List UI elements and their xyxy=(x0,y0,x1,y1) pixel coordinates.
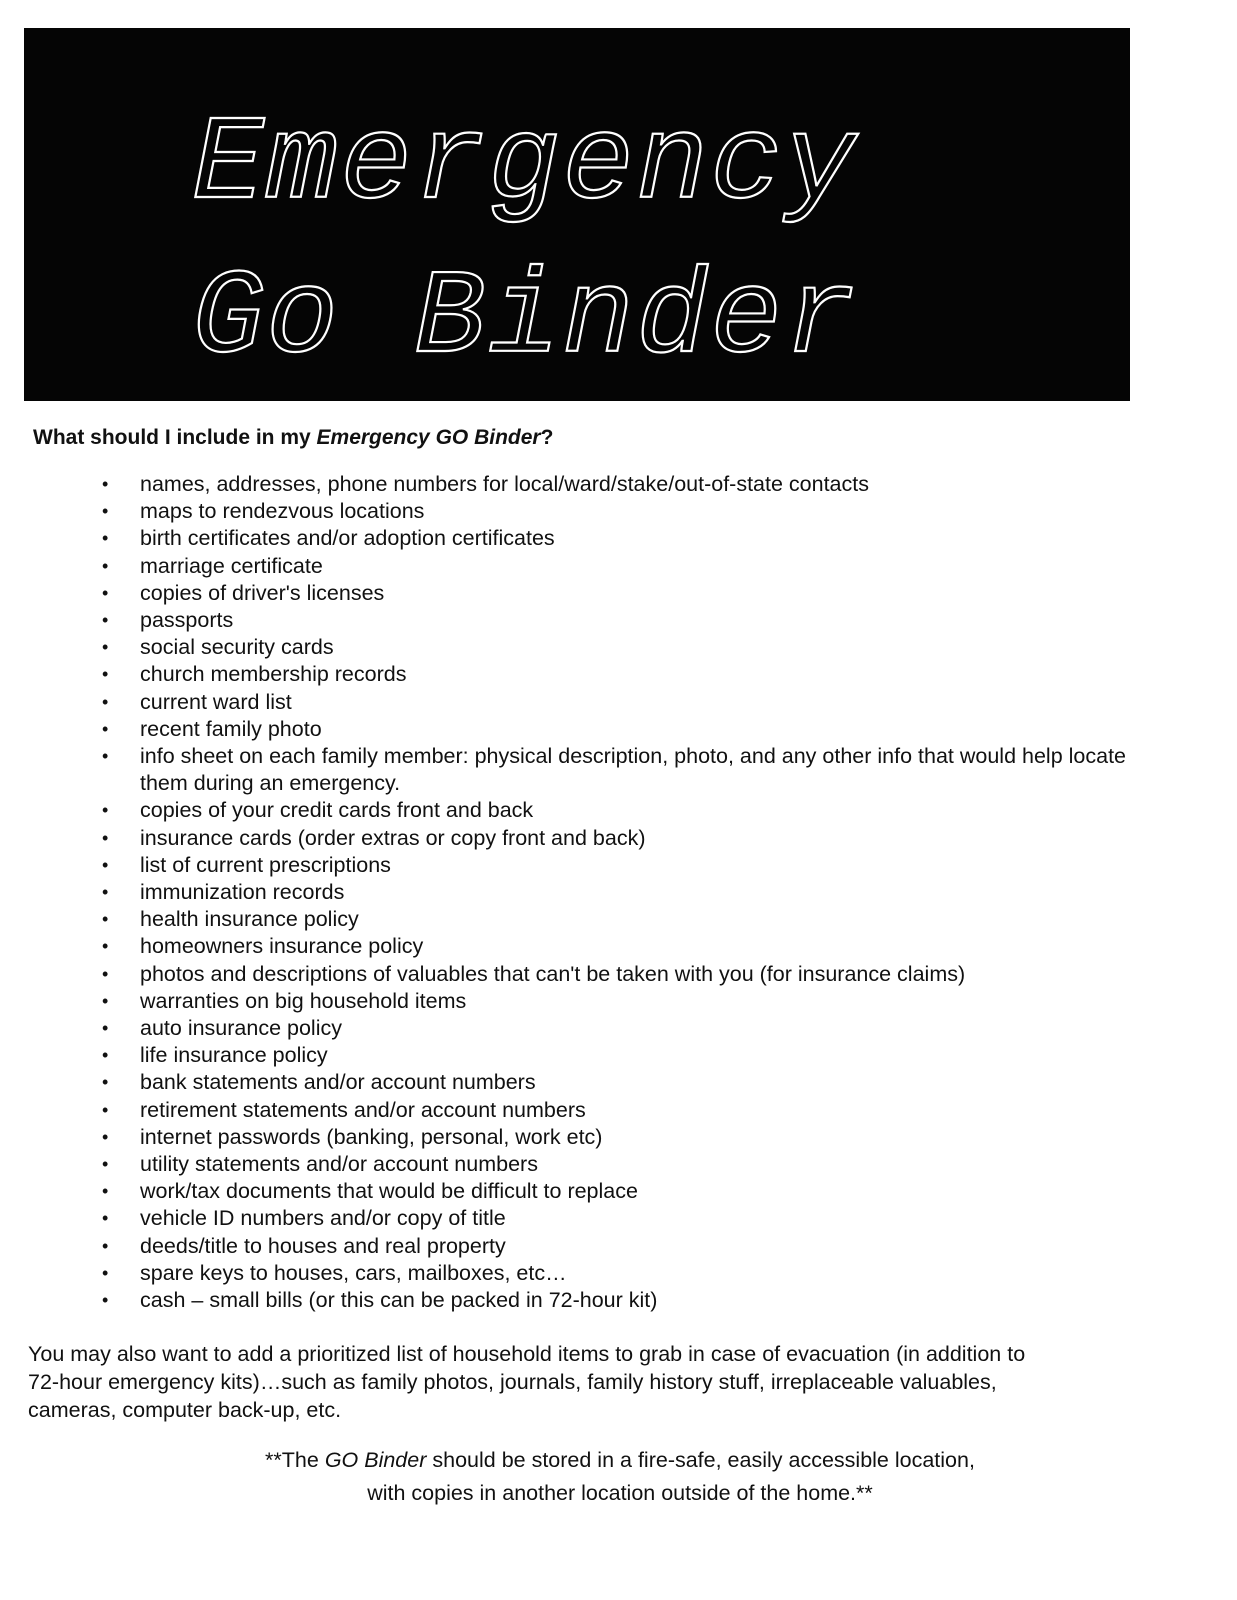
bullet-icon: • xyxy=(102,1126,109,1147)
checklist-item-text: list of current prescriptions xyxy=(140,852,391,877)
checklist-item xyxy=(100,1205,1130,1232)
bullet-icon: • xyxy=(102,1154,109,1175)
bullet-icon: • xyxy=(102,882,109,903)
bullet-icon: • xyxy=(102,827,109,848)
bullet-icon: • xyxy=(102,936,109,957)
checklist-item-text: utility statements and/or account numbers xyxy=(140,1152,538,1177)
bullet-icon: • xyxy=(102,637,109,658)
checklist-item xyxy=(100,498,1130,525)
bullet-icon: • xyxy=(102,610,109,631)
checklist-item-text: vehicle ID numbers and/or copy of title xyxy=(140,1206,506,1231)
bullet-icon: • xyxy=(102,1072,109,1093)
checklist-item xyxy=(100,988,1130,1015)
question-prefix: What should I include in my xyxy=(33,426,317,449)
checklist-item-text: work/tax documents that would be difficult to replace xyxy=(140,1179,638,1204)
checklist-item xyxy=(100,471,1130,498)
checklist-item-text: cash – small bills (or this can be packed in 72-hour kit) xyxy=(140,1288,658,1313)
bullet-icon: • xyxy=(102,1045,109,1066)
checklist-item xyxy=(100,716,1130,743)
checklist-item-text: deeds/title to houses and real property xyxy=(140,1233,506,1258)
checklist-item xyxy=(100,1287,1130,1314)
bullet-icon: • xyxy=(102,909,109,930)
checklist-item-text: retirement statements and/or account numbers xyxy=(140,1097,586,1122)
checklist-item xyxy=(100,607,1130,634)
checklist-item-text: copies of your credit cards front and back xyxy=(140,798,534,823)
checklist-item xyxy=(100,553,1130,580)
checklist-item xyxy=(100,933,1130,960)
bullet-icon: • xyxy=(102,664,109,685)
checklist-item xyxy=(100,743,1130,797)
checklist-item-text: info sheet on each family member: physical description, photo, and any other info that would help locate them during an emergency. xyxy=(140,744,1126,796)
checklist-item-text: copies of driver's licenses xyxy=(140,580,385,605)
question-emphasis: Emergency GO Binder xyxy=(316,426,541,449)
title-line-2: Go Binder xyxy=(192,252,859,388)
bullet-icon: • xyxy=(102,800,109,821)
checklist-item xyxy=(100,1124,1130,1151)
checklist-item-text: immunization records xyxy=(140,880,345,905)
storage-note xyxy=(100,1444,1140,1510)
bullet-icon: • xyxy=(102,582,109,603)
note-paragraph: You may also want to add a prioritized list of household items to grab in case of evacuation (in addition to 72-hour emergency kits)…such as family photos, journals, family history stuff, irreplaceable valuables, cameras, computer back-up, etc. xyxy=(28,1342,1026,1422)
bullet-icon: • xyxy=(102,718,109,739)
bullet-icon: • xyxy=(102,555,109,576)
bullet-icon: • xyxy=(102,1018,109,1039)
checklist-item-text: recent family photo xyxy=(140,716,322,741)
storage-note-emphasis: GO Binder xyxy=(324,1448,427,1472)
checklist-item-text: birth certificates and/or adoption certificates xyxy=(140,526,555,551)
bullet-icon: • xyxy=(102,1235,109,1256)
checklist-item-text: warranties on big household items xyxy=(140,988,467,1013)
storage-note-prefix: **The xyxy=(265,1448,325,1472)
checklist-item-text: social security cards xyxy=(140,635,334,660)
bullet-icon: • xyxy=(102,501,109,522)
checklist-item-text: passports xyxy=(140,608,234,633)
checklist-item-text: bank statements and/or account numbers xyxy=(140,1070,536,1095)
checklist-item-text: homeowners insurance policy xyxy=(140,934,424,959)
section-question xyxy=(33,426,553,450)
checklist-item xyxy=(100,689,1130,716)
checklist-item xyxy=(100,580,1130,607)
bullet-icon: • xyxy=(102,746,109,767)
bullet-icon: • xyxy=(102,1181,109,1202)
checklist-item xyxy=(100,1233,1130,1260)
checklist-item xyxy=(100,1097,1130,1124)
checklist-item-text: spare keys to houses, cars, mailboxes, etc… xyxy=(140,1260,567,1285)
checklist-item xyxy=(100,1151,1130,1178)
checklist-item-text: current ward list xyxy=(140,689,292,714)
checklist-item xyxy=(100,879,1130,906)
storage-note-line-1: should be stored in a fire-safe, easily accessible location, xyxy=(426,1448,975,1472)
checklist-item xyxy=(100,825,1130,852)
checklist-item-text: maps to rendezvous locations xyxy=(140,499,425,524)
checklist-item xyxy=(100,1069,1130,1096)
checklist-item-text: insurance cards (order extras or copy front and back) xyxy=(140,825,646,850)
checklist-item xyxy=(100,661,1130,688)
storage-note-line-2: with copies in another location outside of the home.** xyxy=(367,1481,873,1505)
checklist-item xyxy=(100,525,1130,552)
checklist-item-text: auto insurance policy xyxy=(140,1016,342,1041)
checklist-item xyxy=(100,906,1130,933)
checklist-item xyxy=(100,1015,1130,1042)
bullet-icon: • xyxy=(102,963,109,984)
checklist-item xyxy=(100,961,1130,988)
title-line-1: Emergency xyxy=(192,98,859,234)
checklist-item-text: marriage certificate xyxy=(140,553,323,578)
bullet-icon: • xyxy=(102,1290,109,1311)
bullet-icon: • xyxy=(102,528,109,549)
checklist-item-text: life insurance policy xyxy=(140,1043,328,1068)
bullet-icon: • xyxy=(102,691,109,712)
checklist-item-text: names, addresses, phone numbers for local/ward/stake/out-of-state contacts xyxy=(140,472,869,496)
checklist-item xyxy=(100,797,1130,824)
bullet-icon: • xyxy=(102,1262,109,1283)
checklist-item xyxy=(100,852,1130,879)
bullet-icon: • xyxy=(102,854,109,875)
checklist-item xyxy=(100,1260,1130,1287)
checklist-item-text: photos and descriptions of valuables that can't be taken with you (for insurance claims) xyxy=(140,961,966,986)
bullet-icon: • xyxy=(102,990,109,1011)
bullet-icon: • xyxy=(102,1099,109,1120)
checklist xyxy=(100,471,1130,1314)
checklist-item xyxy=(100,1178,1130,1205)
checklist-item-text: internet passwords (banking, personal, work etc) xyxy=(140,1124,603,1149)
checklist-item-text: health insurance policy xyxy=(140,907,359,932)
checklist-item xyxy=(100,1042,1130,1069)
checklist-item-text: church membership records xyxy=(140,662,407,687)
checklist-item xyxy=(100,634,1130,661)
title-banner xyxy=(24,28,1130,401)
bullet-icon: • xyxy=(102,474,109,494)
bullet-icon: • xyxy=(102,1208,109,1229)
question-suffix: ? xyxy=(540,426,554,449)
